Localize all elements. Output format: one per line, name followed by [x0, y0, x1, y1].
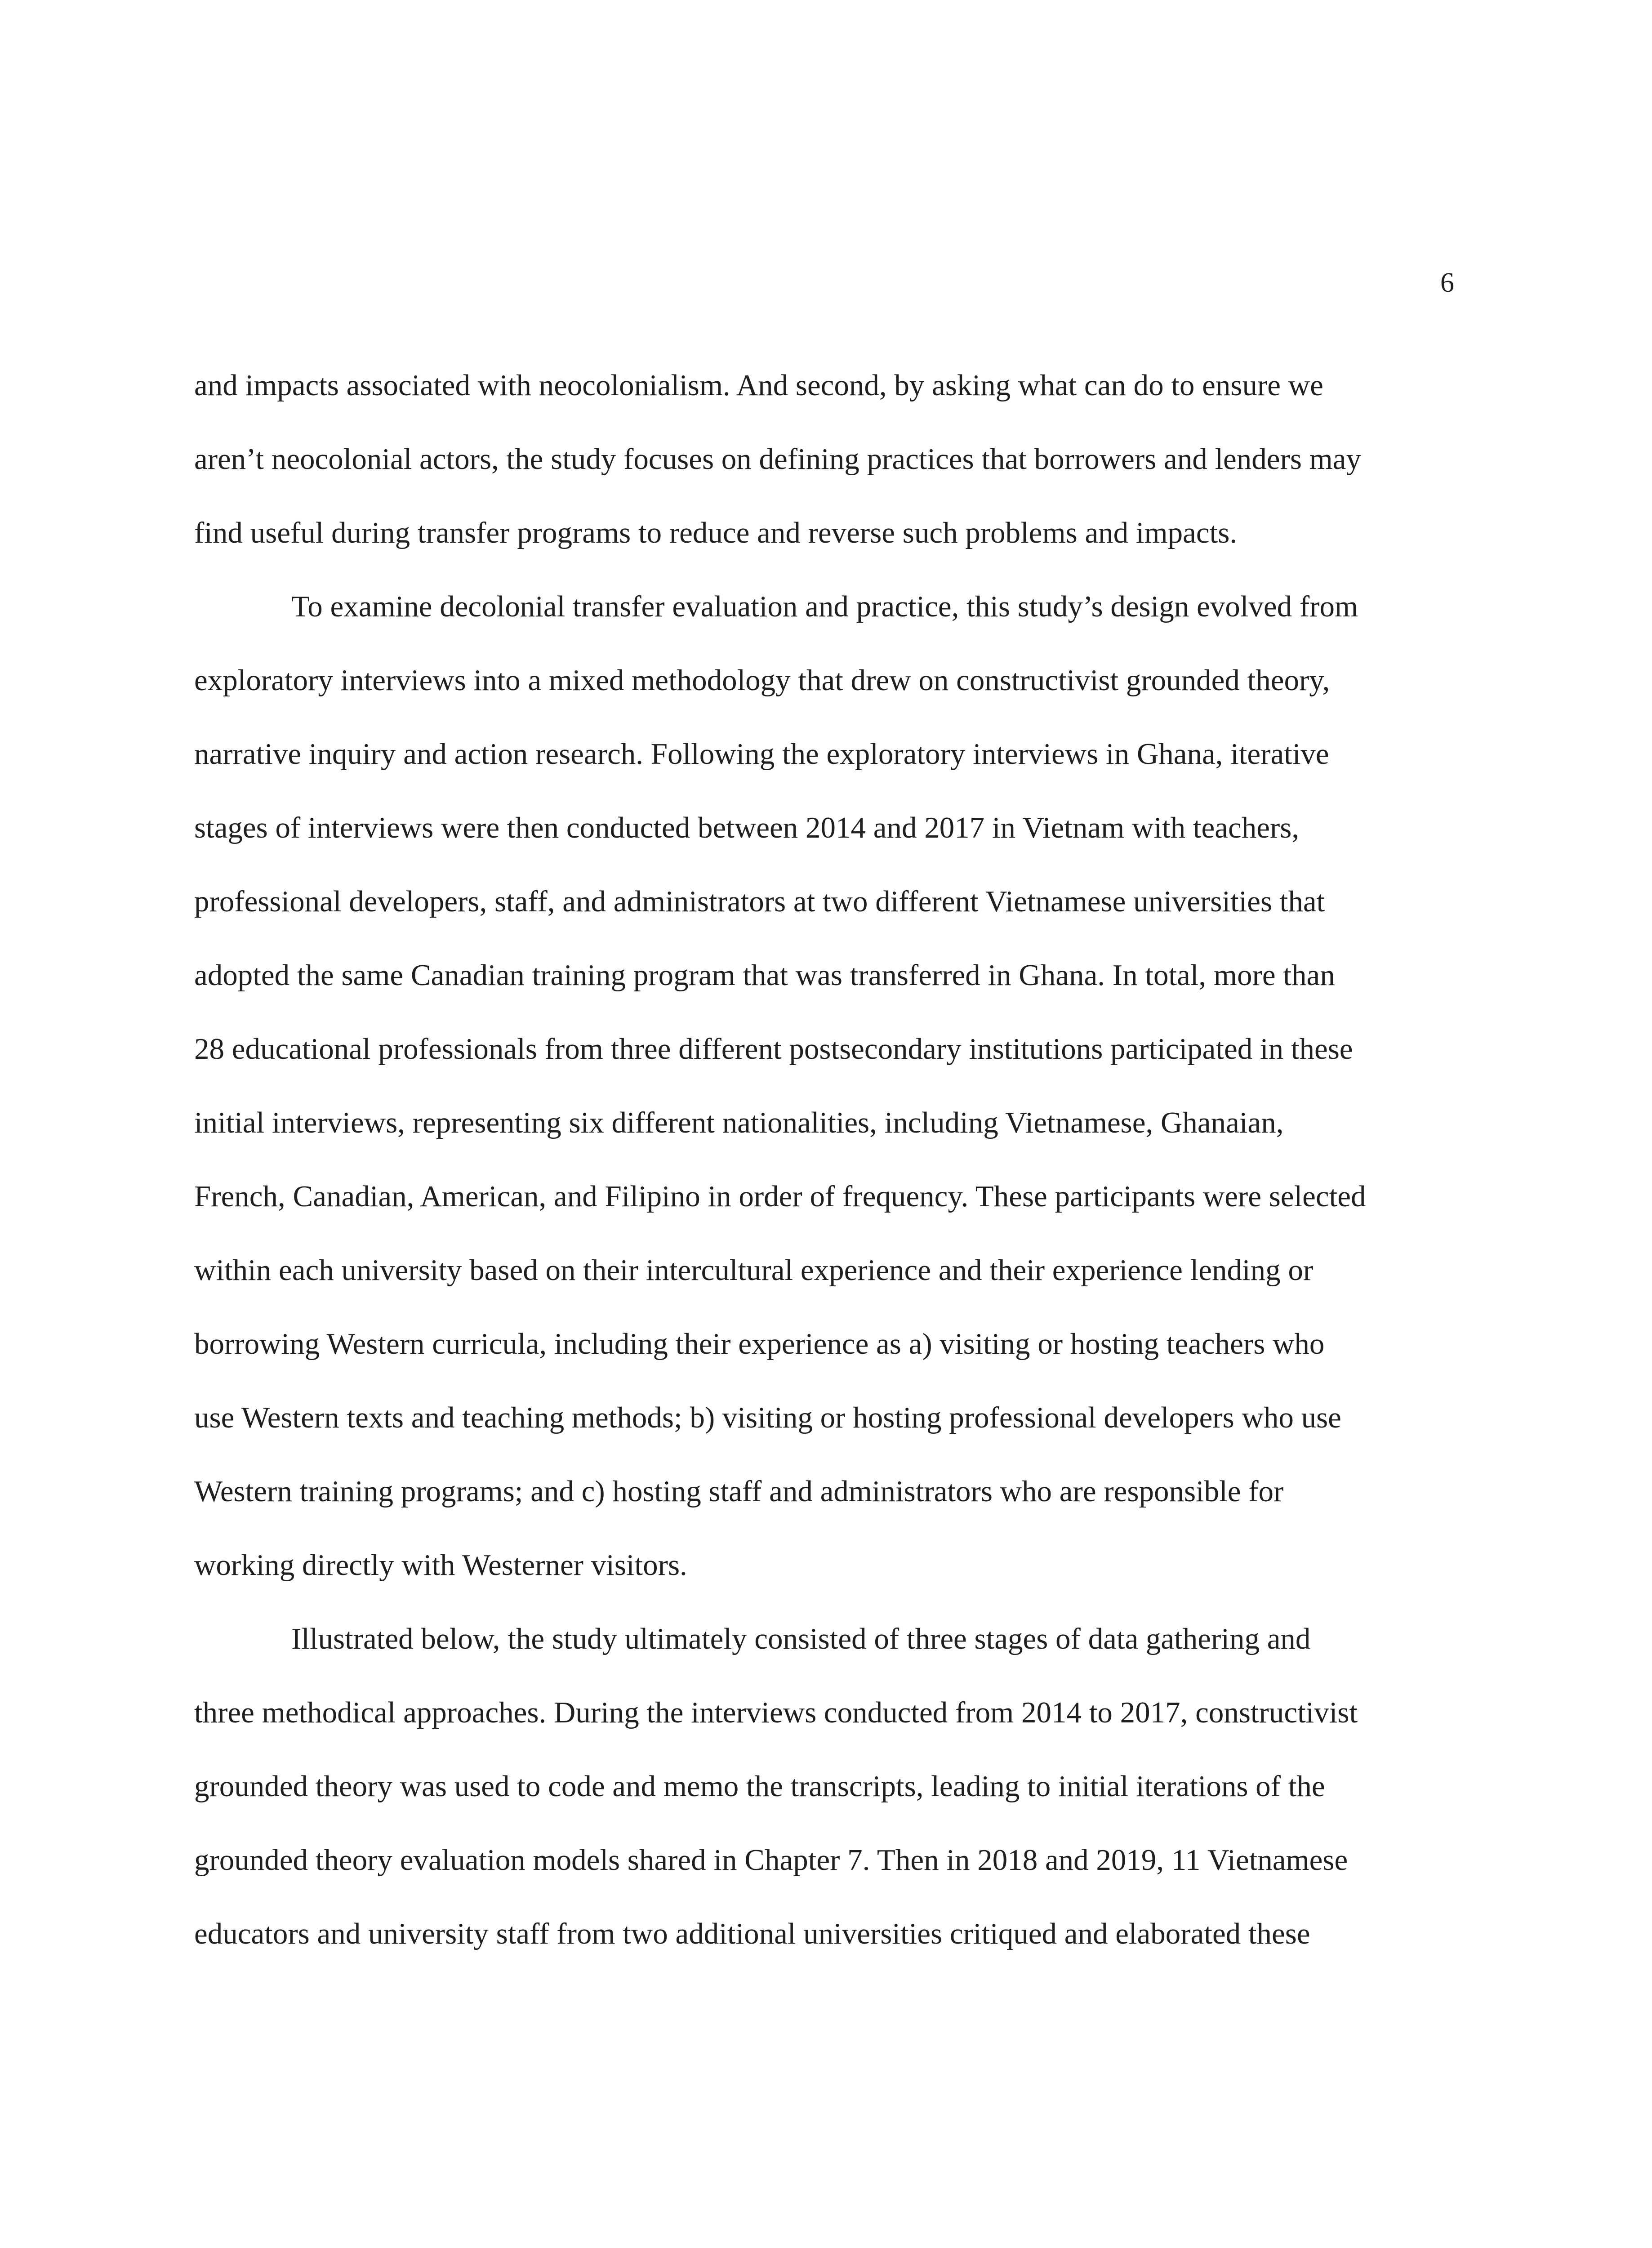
text-line: use Western texts and teaching methods; b) visiting or hosting professional developers who use	[194, 1401, 1341, 1434]
text-line: 28 educational professionals from three different postsecondary institutions participated in these	[194, 1032, 1353, 1066]
text-line: exploratory interviews into a mixed methodology that drew on constructivist grounded theory,	[194, 664, 1330, 697]
text-line: three methodical approaches. During the interviews conducted from 2014 to 2017, constructivist	[194, 1696, 1358, 1729]
text-line: grounded theory was used to code and memo the transcripts, leading to initial iterations of the	[194, 1770, 1325, 1803]
text-line: within each university based on their intercultural experience and their experience lending or	[194, 1253, 1314, 1287]
text-line: narrative inquiry and action research. Following the exploratory interviews in Ghana, iterative	[194, 737, 1329, 771]
paragraph-first-line: To examine decolonial transfer evaluation and practice, this study’s design evolved from	[291, 590, 1358, 623]
page-number: 6	[1440, 268, 1454, 298]
text-line: aren’t neocolonial actors, the study focuses on defining practices that borrowers and lenders may	[194, 442, 1362, 476]
text-line: find useful during transfer programs to reduce and reverse such problems and impacts.	[194, 516, 1238, 549]
text-line: educators and university staff from two additional universities critiqued and elaborated these	[194, 1917, 1310, 1950]
text-line: working directly with Westerner visitors.	[194, 1548, 687, 1582]
text-line: French, Canadian, American, and Filipino in order of frequency. These participants were selected	[194, 1180, 1366, 1213]
paragraph-first-line: Illustrated below, the study ultimately consisted of three stages of data gathering and	[291, 1622, 1311, 1655]
text-line: Western training programs; and c) hosting staff and administrators who are responsible for	[194, 1475, 1284, 1508]
text-line: professional developers, staff, and administrators at two different Vietnamese universities that	[194, 885, 1325, 918]
text-line: borrowing Western curricula, including their experience as a) visiting or hosting teachers who	[194, 1327, 1325, 1360]
text-line: stages of interviews were then conducted between 2014 and 2017 in Vietnam with teachers,	[194, 811, 1300, 844]
body-text	[194, 369, 1460, 1991]
text-line: grounded theory evaluation models shared in Chapter 7. Then in 2018 and 2019, 11 Vietnamese	[194, 1843, 1348, 1877]
text-line: adopted the same Canadian training program that was transferred in Ghana. In total, more than	[194, 959, 1335, 992]
text-line: initial interviews, representing six different nationalities, including Vietnamese, Ghanaian,	[194, 1106, 1284, 1139]
text-line: and impacts associated with neocolonialism. And second, by asking what can do to ensure we	[194, 369, 1323, 402]
